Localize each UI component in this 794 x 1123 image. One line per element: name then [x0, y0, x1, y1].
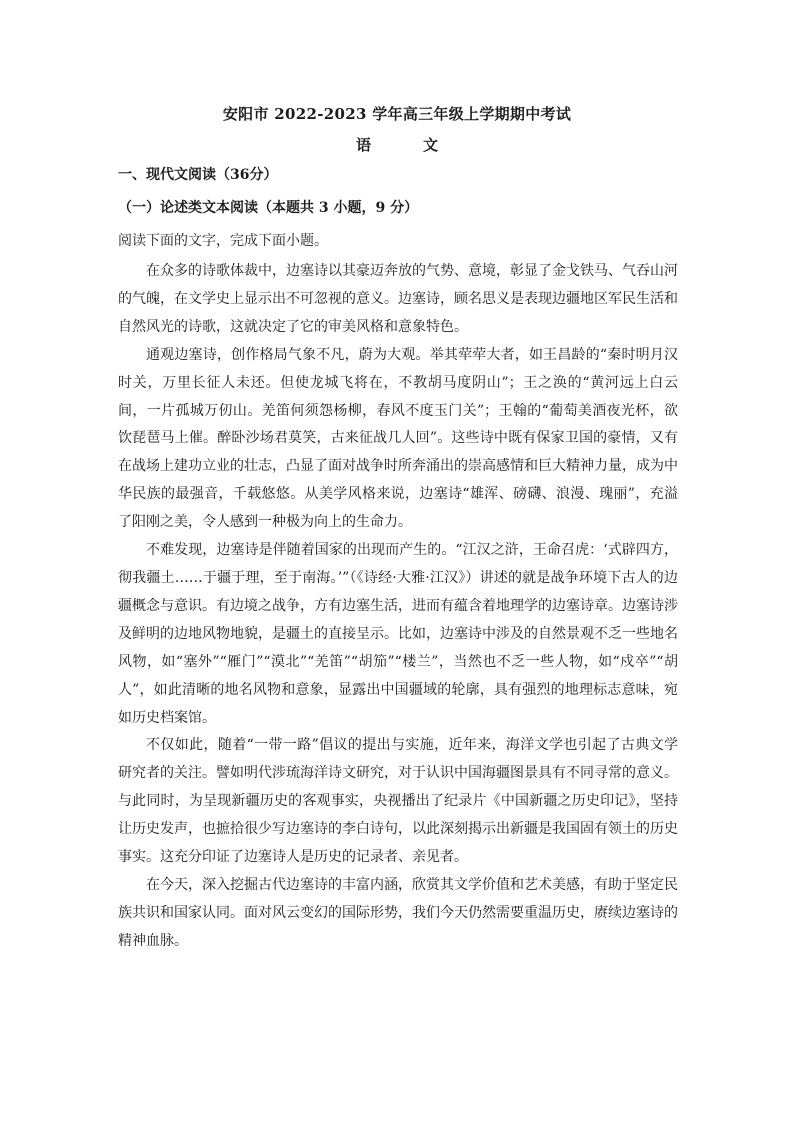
- subject-char-right: 文: [423, 136, 439, 154]
- passage: [118, 258, 678, 956]
- passage-paragraph-3: 不难发现，边塞诗是伴随着国家的出现而产生的。“江汉之浒，王命召虎：‘式辟四方，彻我疆土……于疆于理，至于南海。’”（《诗经·大雅·江汉》）讲述的就是战争环境下古人的边疆概念与意识。有边境之战争，方有边塞生活，进而有蕴含着地理学的边塞诗章。边塞诗涉及鲜明的边地风物地貌，是疆土的直接呈示。比如，边塞诗中涉及的自然景观不乏一些地名风物，如“塞外”“雁门”“漠北”“羌笛”“胡笳”“楼兰”，当然也不乏一些人物，如“戍卒”“胡人”，如此清晰的地名风物和意象，显露出中国疆域的轮廓，具有强烈的地理标志意味，宛如历史档案馆。: [118, 542, 678, 726]
- passage-paragraph-2: 通观边塞诗，创作格局气象不凡，蔚为大观。举其荦荦大者，如王昌龄的“秦时明月汉时关，万里长征人未还。但使龙城飞将在，不教胡马度阴山”；王之涣的“黄河远上白云间，一片孤城万仞山。羌笛何须怨杨柳，春风不度玉门关”；王翰的“葡萄美酒夜光杯，欲饮琵琶马上催。醉卧沙场君莫笑，古来征战几人回”。这些诗中既有保家卫国的豪情，又有在战场上建功立业的壮志，凸显了面对战争时所奔涌出的崇高感情和巨大精神力量，成为中华民族的最强音，千载悠悠。从美学风格来说，边塞诗“雄浑、磅礴、浪漫、瑰丽”，充溢了阳刚之美，令人感到一种极为向上的生命力。: [118, 346, 678, 531]
- passage-paragraph-4: 不仅如此，随着“一带一路”倡议的提出与实施，近年来，海洋文学也引起了古典文学研究者的关注。譬如明代涉琉海洋诗文研究，对于认识中国海疆图景具有不同寻常的意义。与此同时，为呈现新疆历史的客观事实，央视播出了纪录片《中国新疆之历史印记》，坚持让历史发声，也摭拾很少写边塞诗的李白诗句，以此深刻揭示出新疆是我国固有领土的历史事实。这充分印证了边塞诗人是历史的记录者、亲见者。: [118, 737, 678, 866]
- section-heading: 一、现代文阅读（36分）: [118, 167, 278, 183]
- reading-instruction: 阅读下面的文字，完成下面小题。: [118, 233, 328, 249]
- subject-heading: [0, 134, 794, 155]
- exam-title: 安阳市 2022-2023 学年高三年级上学期期中考试: [222, 105, 572, 123]
- subsection-heading: （一）论述类文本阅读（本题共 3 小题，9 分）: [118, 200, 419, 216]
- passage-paragraph-1: 在众多的诗歌体裁中，边塞诗以其豪迈奔放的气势、意境，彰显了金戈铁马、气吞山河的气魄，在文学史上显示出不可忽视的意义。边塞诗，顾名思义是表现边疆地区军民生活和自然风光的诗歌，这就决定了它的审美风格和意象特色。: [118, 263, 678, 335]
- passage-paragraph-5: 在今天，深入挖掘古代边塞诗的丰富内涵，欣赏其文学价值和艺术美感，有助于坚定民族共识和国家认同。面对风云变幻的国际形势，我们今天仍然需要重温历史，赓续边塞诗的精神血脉。: [118, 876, 678, 949]
- subject-char-left: 语: [355, 136, 371, 154]
